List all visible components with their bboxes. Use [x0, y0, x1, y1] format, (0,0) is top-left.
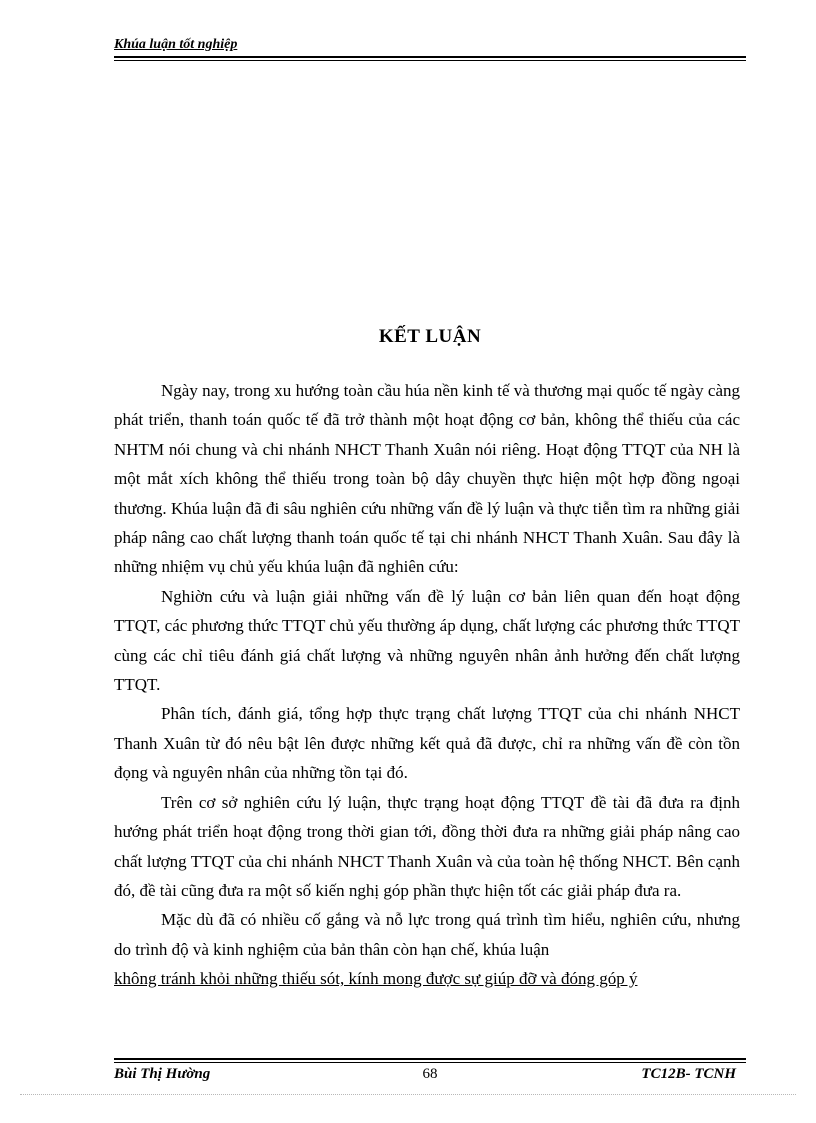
paragraph: Phân tích, đánh giá, tổng hợp thực trạng chất lượng TTQT của chi nhánh NHCT Thanh Xuân từ đó nêu bật lên được những kết quả đã được, chỉ ra những vấn đề còn tồn đọng và nguyên nhân của những tồn tại đó.: [114, 704, 740, 783]
body-text: [114, 376, 740, 994]
footer-rule-thin: [114, 1062, 746, 1063]
footer-author: Bùi Thị Hường: [114, 1066, 211, 1082]
footer-class-code: TC12B- TCNH: [641, 1066, 736, 1082]
page-number: 68: [422, 1066, 438, 1082]
header-title: Khúa luận tốt nghiệp: [114, 37, 238, 52]
paragraph: Trên cơ sở nghiên cứu lý luận, thực trạng hoạt động TTQT đề tài đã đưa ra định hướng phát triển hoạt động trong thời gian tới, đồng thời đưa ra những giải pháp nâng cao chất lượng TTQT của chi nhánh NHCT Thanh Xuân và của toàn hệ thống NHCT. Bên cạnh đó, đề tài cũng đưa ra một số kiến nghị góp phần thực hiện tốt các giải pháp đưa ra.: [114, 792, 740, 900]
page-edge: [20, 1094, 796, 1095]
header-rule-thin: [114, 60, 746, 61]
header-rule: [114, 56, 746, 58]
cut-line: không tránh khỏi những thiếu sót, kính mong được sự giúp đỡ và đóng góp ý: [114, 969, 638, 989]
paragraph: Mặc dù đã có nhiều cố gắng và nỗ lực trong quá trình tìm hiểu, nghiên cứu, nhưng do trình độ và kinh nghiệm của bản thân còn hạn chế, khúa luận: [114, 910, 740, 959]
footer-rule: [114, 1058, 746, 1060]
paragraph: Nghiờn cứu và luận giải những vấn đề lý luận cơ bản liên quan đến hoạt động TTQT, các phương thức TTQT chủ yếu thường áp dụng, chất lượng các phương thức TTQT cùng các chỉ tiêu đánh giá chất lượng và những nguyên nhân ảnh hưởng đến chất lượng TTQT.: [114, 586, 740, 695]
paragraph: Ngày nay, trong xu hướng toàn cầu húa nền kinh tế và thương mại quốc tế ngày càng phát triển, thanh toán quốc tế đã trở thành một hoạt động cơ bản, không thể thiếu của các NHTM nói chung và chi nhánh NHCT Thanh Xuân nói riêng. Hoạt động TTQT của NH là một mắt xích không thể thiếu trong toàn bộ dây chuyền thực hiện một hợp đồng ngoại thương. Khúa luận đã đi sâu nghiên cứu những vấn đề lý luận và thực tiễn tìm ra những giải pháp nâng cao chất lượng thanh toán quốc tế tại chi nhánh NHCT Thanh Xuân. Sau đây là những nhiệm vụ chủ yếu khúa luận đã nghiên cứu:: [114, 381, 740, 577]
section-heading: KẾT LUẬN: [378, 326, 482, 347]
